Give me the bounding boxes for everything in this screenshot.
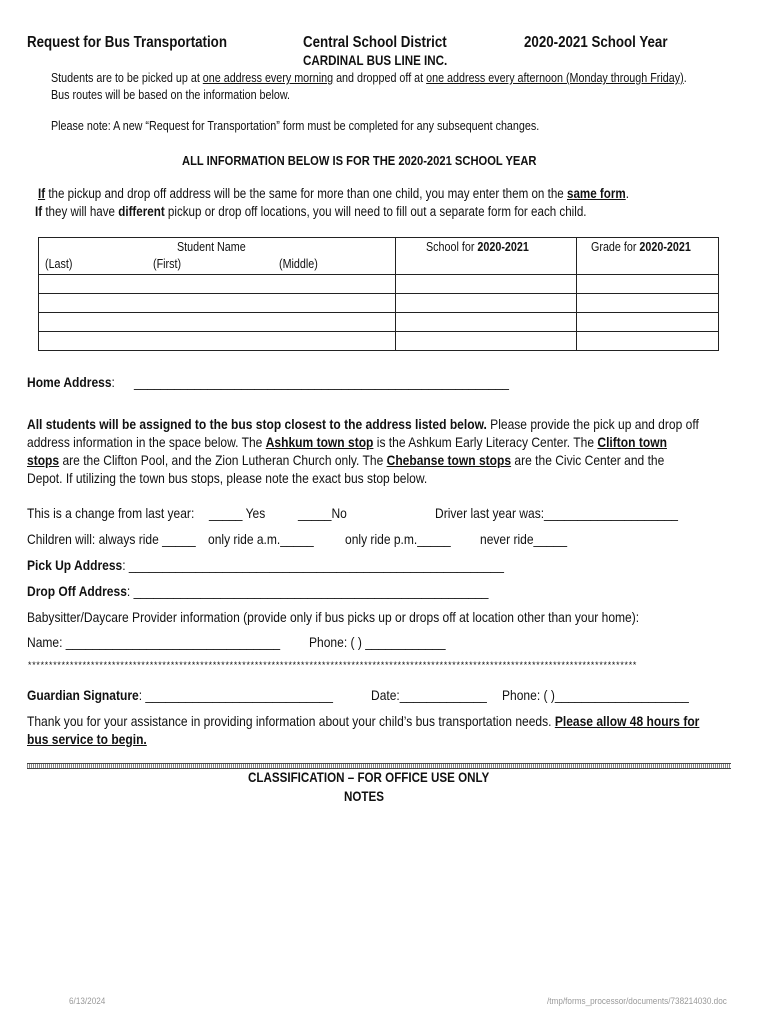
note-text: Please note: A new “Request for Transportation” form must be completed for any subsequent changes.	[51, 119, 540, 133]
school-cell[interactable]	[396, 313, 577, 332]
student-row-4	[39, 332, 719, 351]
grade-cell[interactable]	[577, 313, 719, 332]
change-no-field[interactable]: _____No	[298, 505, 347, 521]
intro-line-1: Students are to be picked up at one address every morning and dropped off at one address every afternoon (Monday through Friday).	[51, 71, 687, 85]
footer-date: 6/13/2024	[69, 996, 106, 1007]
home-address-line[interactable]: ________________________________________________________	[134, 374, 509, 390]
always-ride-field[interactable]: Children will: always ride _____	[27, 531, 196, 547]
thanks-line-1: Thank you for your assistance in providing information about your child’s bus transportation needs. Please allow 48 hours for	[27, 713, 700, 729]
change-label: This is a change from last year:	[27, 505, 195, 521]
babysitter-info: Babysitter/Daycare Provider information (provide only if bus picks up or drops off at location other than your home):	[27, 609, 640, 625]
office-use-heading: CLASSIFICATION – FOR OFFICE USE ONLY	[248, 770, 490, 785]
bus-company: CARDINAL BUS LINE INC.	[303, 53, 448, 68]
school-year: 2020-2021 School Year	[524, 34, 668, 51]
assign-line-4: Depot. If utilizing the town bus stops, please note the exact bus stop below.	[27, 470, 428, 486]
home-address-field[interactable]: Home Address:	[27, 374, 115, 390]
same-form-instruction: If the pickup and drop off address will be the same for more than one child, you may enter them on the same form.	[38, 186, 629, 201]
table-header-row	[39, 238, 719, 275]
grade-header: Grade for 2020-2021	[577, 238, 719, 275]
grade-cell[interactable]	[577, 294, 719, 313]
student-name-cell[interactable]	[39, 313, 396, 332]
thanks-line-2: bus service to begin.	[27, 731, 147, 747]
student-name-label: Student Name	[177, 240, 246, 254]
dropoff-address-field[interactable]: Drop Off Address: _____________________________________________________	[27, 583, 489, 599]
provider-name-field[interactable]: Name: ________________________________	[27, 634, 281, 650]
student-row-2	[39, 294, 719, 313]
district-name: Central School District	[303, 34, 447, 51]
student-name-header	[39, 238, 396, 275]
signature-date-field[interactable]: Date:_____________	[371, 687, 487, 703]
assign-line-3: stops are the Clifton Pool, and the Zion Lutheran Church only. The Chebanse town stops are the Civic Center and the	[27, 452, 665, 468]
first-name-label: (First)	[153, 257, 182, 271]
driver-last-year-field[interactable]: Driver last year was:____________________	[435, 505, 678, 521]
grade-cell[interactable]	[577, 332, 719, 351]
school-cell[interactable]	[396, 275, 577, 294]
student-name-cell[interactable]	[39, 294, 396, 313]
student-name-cell[interactable]	[39, 332, 396, 351]
middle-name-label: (Middle)	[279, 257, 318, 271]
footer-file-path: /tmp/forms_processor/documents/738214030.doc	[547, 996, 727, 1007]
notes-heading: NOTES	[344, 789, 385, 804]
guardian-phone-field[interactable]: Phone: ( )____________________	[502, 687, 689, 703]
school-header: School for 2020-2021	[396, 238, 577, 275]
student-table	[38, 237, 719, 351]
never-ride-field[interactable]: never ride_____	[480, 531, 568, 547]
office-divider	[27, 763, 731, 769]
assign-line-2: address information in the space below. The Ashkum town stop is the Ashkum Early Literacy Center. The Clifton town	[27, 434, 667, 450]
star-divider: *************************************************************************************************************************************************	[27, 661, 637, 671]
form-title: Request for Bus Transportation	[27, 34, 227, 51]
last-name-label: (Last)	[45, 257, 73, 271]
school-year-heading: ALL INFORMATION BELOW IS FOR THE 2020-2021 SCHOOL YEAR	[182, 153, 537, 168]
provider-phone-field[interactable]: Phone: ( ) ____________	[309, 634, 446, 650]
student-row-3	[39, 313, 719, 332]
school-cell[interactable]	[396, 332, 577, 351]
intro-line-2: Bus routes will be based on the information below.	[51, 88, 291, 102]
assign-line-1: All students will be assigned to the bus stop closest to the address listed below. Please provide the pick up and drop off	[27, 416, 699, 432]
student-row-1	[39, 275, 719, 294]
school-cell[interactable]	[396, 294, 577, 313]
change-yes-field[interactable]: _____ Yes	[209, 505, 266, 521]
am-ride-field[interactable]: only ride a.m._____	[208, 531, 314, 547]
pickup-address-field[interactable]: Pick Up Address: ________________________________________________________	[27, 557, 504, 573]
different-form-instruction: If they will have different pickup or drop off locations, you will need to fill out a separate form for each child.	[35, 204, 587, 219]
grade-cell[interactable]	[577, 275, 719, 294]
guardian-signature-field[interactable]: Guardian Signature: ____________________________	[27, 687, 333, 703]
pm-ride-field[interactable]: only ride p.m._____	[345, 531, 451, 547]
student-name-cell[interactable]	[39, 275, 396, 294]
